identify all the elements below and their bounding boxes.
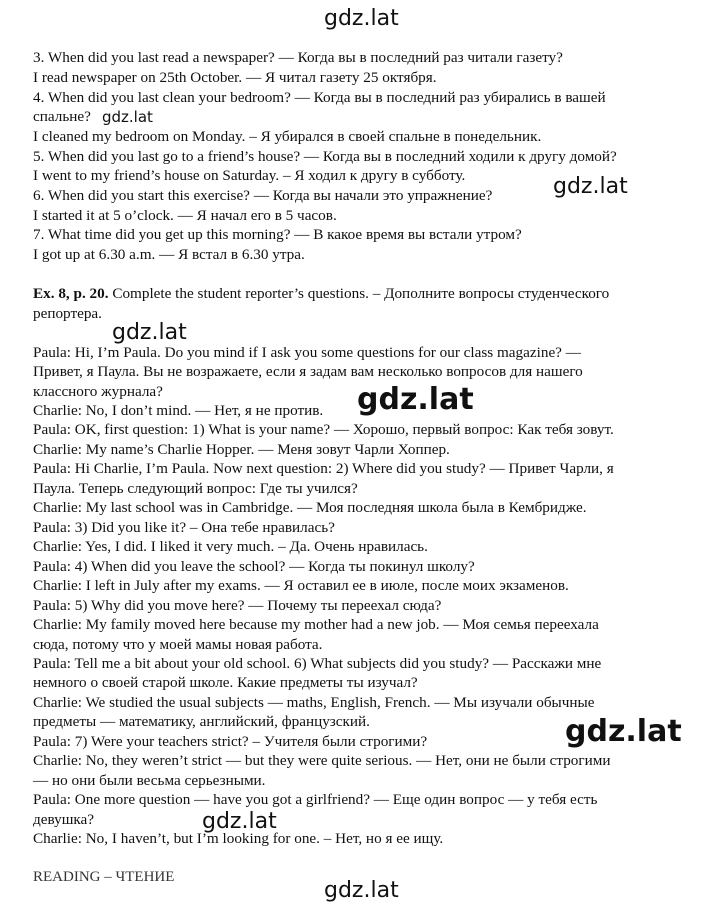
text-line: 3. When did you last read a newspaper? — Когда вы в последний раз читали газету?: [33, 49, 563, 66]
text-line: Paula: Hi, I’m Paula. Do you mind if I ask you some questions for our class magazine? —: [33, 344, 581, 361]
text-line: Paula: 7) Were your teachers strict? – Учителя были строгими?: [33, 733, 428, 750]
text-line: I got up at 6.30 a.m. — Я встал в 6.30 утра.: [33, 246, 305, 263]
text-line: Charlie: I left in July after my exams. — Я оставил ее в июле, после моих экзаменов.: [33, 577, 569, 594]
text-line: 4. When did you last clean your bedroom? — Когда вы в последний раз убирались в вашей: [33, 89, 606, 106]
text-line: I cleaned my bedroom on Monday. – Я убирался в своей спальне в понедельник.: [33, 128, 542, 145]
watermark: gdz.lat: [553, 174, 628, 199]
text-line: немного о своей старой школе. Какие предметы ты изучал?: [33, 674, 418, 691]
watermark: gdz.lat: [324, 6, 399, 31]
watermark: gdz.lat: [112, 320, 187, 345]
text-line: Paula: OK, first question: 1) What is your name? — Хорошо, первый вопрос: Как тебя зовут.: [33, 421, 614, 438]
text-line: Charlie: No, I haven’t, but I’m looking for one. – Нет, но я ее ищу.: [33, 830, 444, 847]
text-line: I read newspaper on 25th October. — Я читал газету 25 октября.: [33, 69, 437, 86]
text-line: Charlie: My family moved here because my mother had a new job. — Моя семья переехала: [33, 616, 599, 633]
text-line: — но они были весьма серьезными.: [33, 772, 266, 789]
text-line: Charlie: Yes, I did. I liked it very much. – Да. Очень нравилась.: [33, 538, 428, 555]
text-line: I went to my friend’s house on Saturday. – Я ходил к другу в субботу.: [33, 167, 466, 184]
text-line: сюда, потому что у моей мамы новая работа.: [33, 636, 323, 653]
text-line: Paula: Hi Charlie, I’m Paula. Now next question: 2) Where did you study? — Привет Чарли, я: [33, 460, 614, 477]
watermark: gdz.lat: [202, 809, 277, 834]
text-line: Charlie: My name’s Charlie Hopper. — Меня зовут Чарли Хоппер.: [33, 441, 450, 458]
text-line: 6. When did you start this exercise? — Когда вы начали это упражнение?: [33, 187, 493, 204]
exercise-label: Ex. 8, p. 20.: [33, 285, 109, 302]
text-line: спальне?: [33, 108, 91, 125]
exercise-heading: [33, 285, 609, 303]
text-line: Charlie: We studied the usual subjects — maths, English, French. — Мы изучали обычные: [33, 694, 595, 711]
exercise-instruction: Complete the student reporter’s questions. – Дополните вопросы студенческого: [112, 285, 610, 302]
text-line: Paula: 3) Did you like it? – Она тебе нравилась?: [33, 519, 335, 536]
watermark: gdz.lat: [357, 382, 474, 417]
text-line: Паула. Теперь следующий вопрос: Где ты учился?: [33, 480, 358, 497]
text-line: предметы — математику, английский, французский.: [33, 713, 370, 730]
text-line: Paula: Tell me a bit about your old school. 6) What subjects did you study? — Расскажи мне: [33, 655, 602, 672]
text-line: Paula: 5) Why did you move here? — Почему ты переехал сюда?: [33, 597, 442, 614]
watermark: gdz.lat: [324, 878, 399, 903]
text-line: девушка?: [33, 811, 95, 828]
text-line: 5. When did you last go to a friend’s house? — Когда вы в последний ходили к другу домой?: [33, 148, 617, 165]
cut-off-heading: READING – ЧТЕНИЕ: [33, 869, 175, 885]
text-line: 7. What time did you get up this morning? — В какое время вы встали утром?: [33, 226, 522, 243]
text-line: Charlie: No, I don’t mind. — Нет, я не против.: [33, 402, 324, 419]
text-line: Paula: One more question — have you got a girlfriend? — Еще один вопрос — у тебя есть: [33, 791, 598, 808]
watermark: gdz.lat: [565, 714, 682, 749]
text-line: Привет, я Паула. Вы не возражаете, если я задам вам несколько вопросов для нашего: [33, 363, 583, 380]
text-line: репортера.: [33, 305, 102, 322]
text-line: Charlie: My last school was in Cambridge. — Моя последняя школа была в Кембридже.: [33, 499, 587, 516]
text-line: классного журнала?: [33, 383, 163, 400]
text-line: Charlie: No, they weren’t strict — but they were quite serious. — Нет, они не были строгими: [33, 752, 611, 769]
text-line: I started it at 5 o’clock. — Я начал его в 5 часов.: [33, 207, 337, 224]
watermark: gdz.lat: [102, 108, 153, 126]
text-line: Paula: 4) When did you leave the school? — Когда ты покинул школу?: [33, 558, 475, 575]
